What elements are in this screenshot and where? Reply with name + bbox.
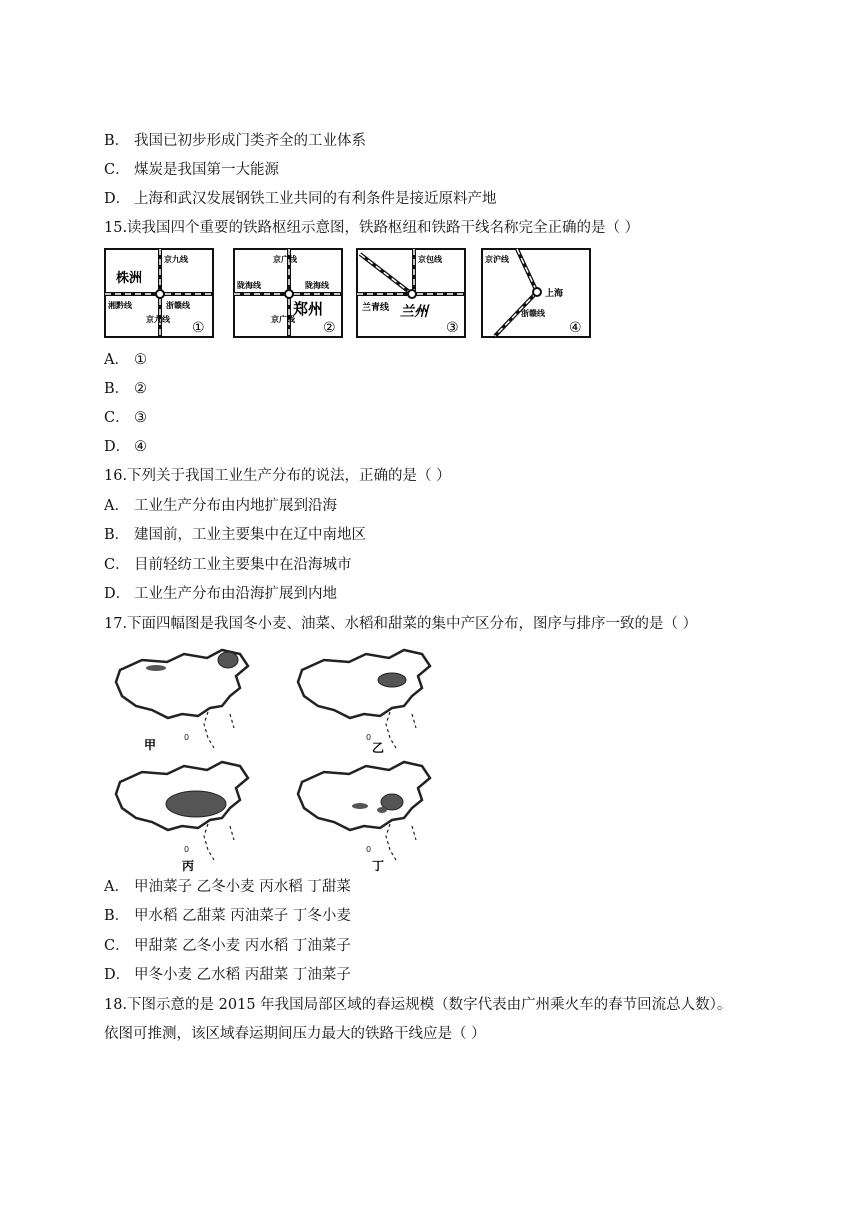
rail-line-label: 浙赣线: [166, 301, 190, 310]
q16-option-d: D． 工业生产分布由沿海扩展到内地: [104, 586, 337, 602]
rail-line-label: 京广线: [273, 255, 297, 264]
rail-hub-figure-1: [104, 248, 214, 338]
question-18: 18.下图示意的是 2015 年我国局部区域的春运规模（数字代表由广州乘火车的春节回流总人数）。: [104, 997, 732, 1013]
q16-option-c: C． 目前轻纺工业主要集中在沿海城市: [104, 557, 352, 573]
figure-number: ①: [192, 320, 205, 336]
map-label: 丙: [182, 859, 195, 873]
rail-line-label: 浙赣线: [521, 309, 545, 318]
rail-line-label: 湘黔线: [108, 301, 132, 310]
map-label: 乙: [372, 741, 385, 755]
city-label: 兰州: [400, 304, 428, 320]
q17-option-a: A． 甲油菜子 乙冬小麦 丙水稻 丁甜菜: [104, 879, 351, 895]
svg-text:0: 0: [184, 845, 190, 854]
option-d: D． 上海和武汉发展钢铁工业共同的有利条件是接近原料产地: [104, 191, 497, 207]
question-15: 15.读我国四个重要的铁路枢纽示意图，铁路枢纽和铁路干线名称完全正确的是（ ）: [104, 220, 640, 236]
q16-option-a: A． 工业生产分布由内地扩展到沿海: [104, 498, 337, 514]
svg-text:0: 0: [184, 733, 190, 742]
rail-hub-figure-4: [481, 248, 591, 338]
q17-option-c: C． 甲甜菜 乙冬小麦 丙水稻 丁油菜子: [104, 938, 351, 954]
figure-number: ④: [569, 320, 582, 336]
city-label: 郑州: [293, 300, 324, 318]
rail-line-label: 陇海线: [305, 281, 329, 290]
figure-number: ②: [323, 320, 336, 336]
figure-number: ③: [446, 320, 459, 336]
rail-line-label: 京包线: [418, 255, 442, 264]
question-18-cont: 依图可推测，该区域春运期间压力最大的铁路干线应是（ ）: [104, 1026, 486, 1042]
rail-hub-figure-3: [356, 248, 466, 338]
option-c: C． 煤炭是我国第一大能源: [104, 162, 279, 178]
rail-line-label: 陇海线: [237, 281, 261, 290]
q17-option-b: B． 甲水稻 乙甜菜 丙油菜子 丁冬小麦: [104, 908, 351, 924]
q17-option-d: D． 甲冬小麦 乙水稻 丙甜菜 丁油菜子: [104, 967, 351, 983]
svg-text:0: 0: [366, 733, 372, 742]
rail-line-label: 京九线: [146, 315, 170, 324]
map-jia: [116, 650, 248, 748]
question-16: 16.下列关于我国工业生产分布的说法，正确的是（ ）: [104, 468, 451, 484]
rail-hub-figure-2: [233, 248, 343, 338]
rail-line-label: 兰青线: [362, 303, 390, 313]
q15-option-b: B． ②: [104, 381, 147, 397]
china-crop-maps: [104, 644, 464, 874]
q16-option-b: B． 建国前，工业主要集中在辽中南地区: [104, 527, 366, 543]
q15-option-c: C． ③: [104, 410, 147, 426]
question-17: 17.下面四幅图是我国冬小麦、油菜、水稻和甜菜的集中产区分布，图序与排序一致的是（ ）: [104, 616, 698, 632]
map-bing: [116, 762, 248, 860]
map-ding: [298, 762, 430, 860]
rail-line-label: 京沪线: [485, 255, 509, 264]
option-b: B． 我国已初步形成门类齐全的工业体系: [104, 133, 366, 149]
city-label: 上海: [545, 289, 564, 299]
q15-option-d: D． ④: [104, 439, 147, 455]
city-label: 株洲: [116, 271, 143, 286]
rail-line-label: 京广线: [271, 315, 295, 324]
q15-option-a: A． ①: [104, 352, 147, 368]
map-label: 甲: [144, 738, 157, 752]
svg-text:0: 0: [366, 845, 372, 854]
rail-line-label: 京九线: [164, 255, 188, 264]
map-label: 丁: [372, 859, 385, 873]
map-yi: [298, 650, 430, 748]
